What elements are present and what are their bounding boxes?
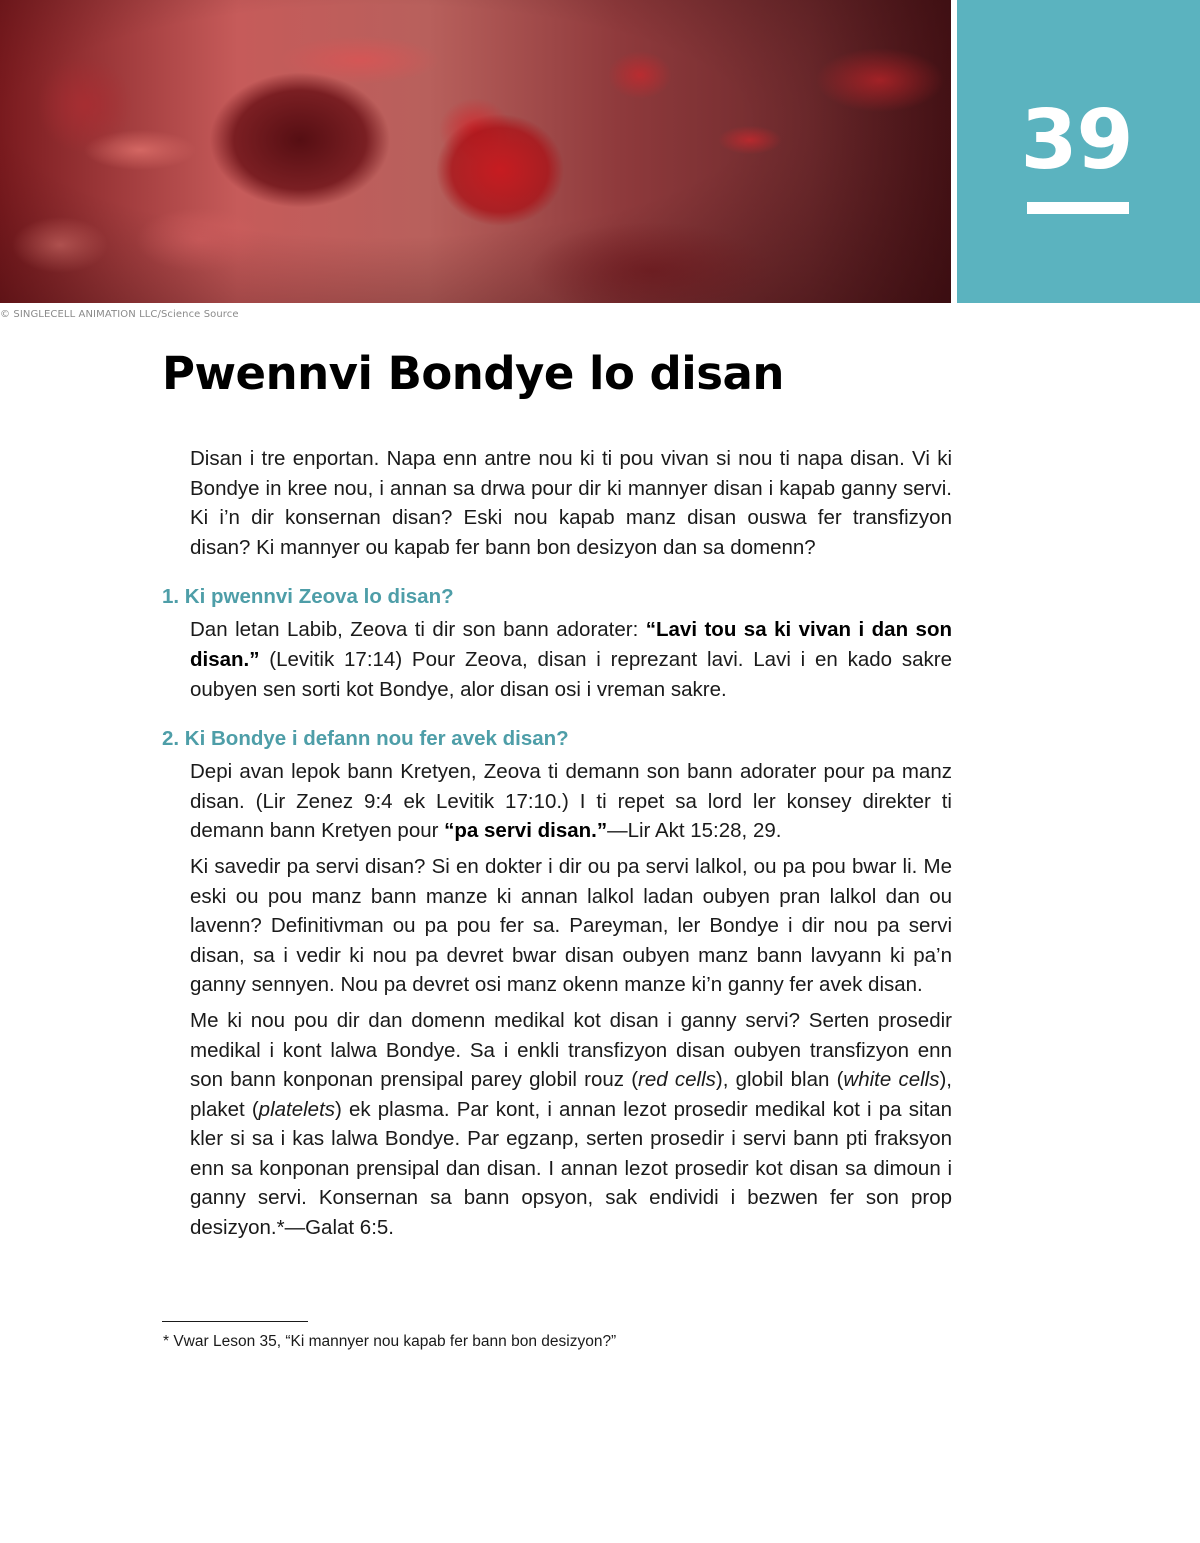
hero-image-vignette (0, 0, 951, 303)
italic-term: red cells (638, 1068, 716, 1092)
text: ), plaket ( (190, 1068, 952, 1121)
hero-image-red-blood-cells (0, 0, 951, 303)
bold-scripture-quote: “pa servi disan.” (444, 819, 608, 843)
italic-term: white cells (843, 1068, 940, 1092)
text: —Lir Akt 15:28, 29. (607, 819, 782, 843)
footnote: * Vwar Leson 35, “Ki mannyer nou kapab fer bann bon desizyon?” (163, 1333, 617, 1350)
section-1-paragraph-1 (190, 615, 952, 704)
section-2-paragraph-1 (190, 757, 952, 846)
photo-credit: © SINGLECELL ANIMATION LLC/Science Source (0, 309, 239, 320)
text: —Galat 6:5. (284, 1216, 394, 1240)
text: Depi avan lepok bann Kretyen, Zeova ti demann son bann adorater pour pa manz disan. (Lir Zenez 9:4 ek Levitik 17:10.) I ti repet sa lord ler konsey direkter ti demann bann Kretyen pour (190, 760, 952, 843)
italic-term: platelets (258, 1097, 336, 1121)
text: Me ki nou pou dir dan domenn medikal kot disan i ganny servi? Serten prosedir medikal i kont lalwa Bondye. Sa i enkli transfizyon disan oubyen transfizyon enn son bann konponan prensipal parey globil rouz ( (190, 1008, 952, 1092)
text: Dan letan Labib, Zeova ti dir son bann adorater: (190, 618, 646, 642)
lesson-number: 39 (1020, 93, 1133, 188)
lesson-number-underline (1027, 202, 1129, 214)
page-title: Pwennvi Bondye lo disan (162, 347, 784, 400)
section-2-paragraph-2: Ki savedir pa servi disan? Si en dokter i dir ou pa servi lalkol, ou pa pou bwar li. Me eski ou pou manz bann manze ki annan lalkol ladan oubyen pran lalkol dan ou lavenn? Definitivman ou pa pou fer sa. Pareyman, ler Bondye i dir nou pa servi disan, sa i vedir ki nou pa devret bwar disan oubyen manz bann lavyann ki pa’n ganny sennyen. Nou pa devret osi manz okenn manze ki’n ganny fer avek disan. (190, 854, 952, 997)
section-heading-2: 2. Ki Bondye i defann nou fer avek disan? (162, 727, 569, 751)
intro-paragraph: Disan i tre enportan. Napa enn antre nou ki ti pou vivan si nou ti napa disan. Vi ki Bondye in kree nou, i annan sa drwa pour dir ki mannyer disan i kapab ganny servi. Ki i’n dir konsernan disan? Eski nou kapab manz disan ouswa fer transfizyon disan? Ki mannyer ou kapab fer bann bon desizyon dan sa domenn? (190, 447, 952, 559)
lesson-number-badge (957, 0, 1200, 303)
text: ) ek plasma. Par kont, i annan lezot prosedir medikal kot i pa sitan kler si sa i kas lalwa Bondye. Par egzanp, serten prosedir i servi bann pti fraksyon enn sa konponan prensipal dan disan. I annan lezot prosedir kot disan sa dimoun i ganny servi. Konsernan sa bann opsyon, sak endividi i bezwen fer son prop desizyon. (190, 1097, 952, 1240)
footnote-divider (162, 1321, 308, 1322)
text: (Levitik 17:14) Pour Zeova, disan i reprezant lavi. Lavi i en kado sakre oubyen sen sorti kot Bondye, alor disan osi i vreman sakre. (190, 647, 952, 701)
footnote-marker[interactable]: * (276, 1216, 285, 1240)
section-2-paragraph-3 (190, 1006, 952, 1243)
lesson-content (162, 444, 952, 1249)
bold-scripture-quote: “Lavi tou sa ki vivan i dan son disan.” (190, 618, 952, 671)
text: ), globil blan ( (715, 1068, 844, 1092)
section-heading-1: 1. Ki pwennvi Zeova lo disan? (162, 585, 454, 609)
